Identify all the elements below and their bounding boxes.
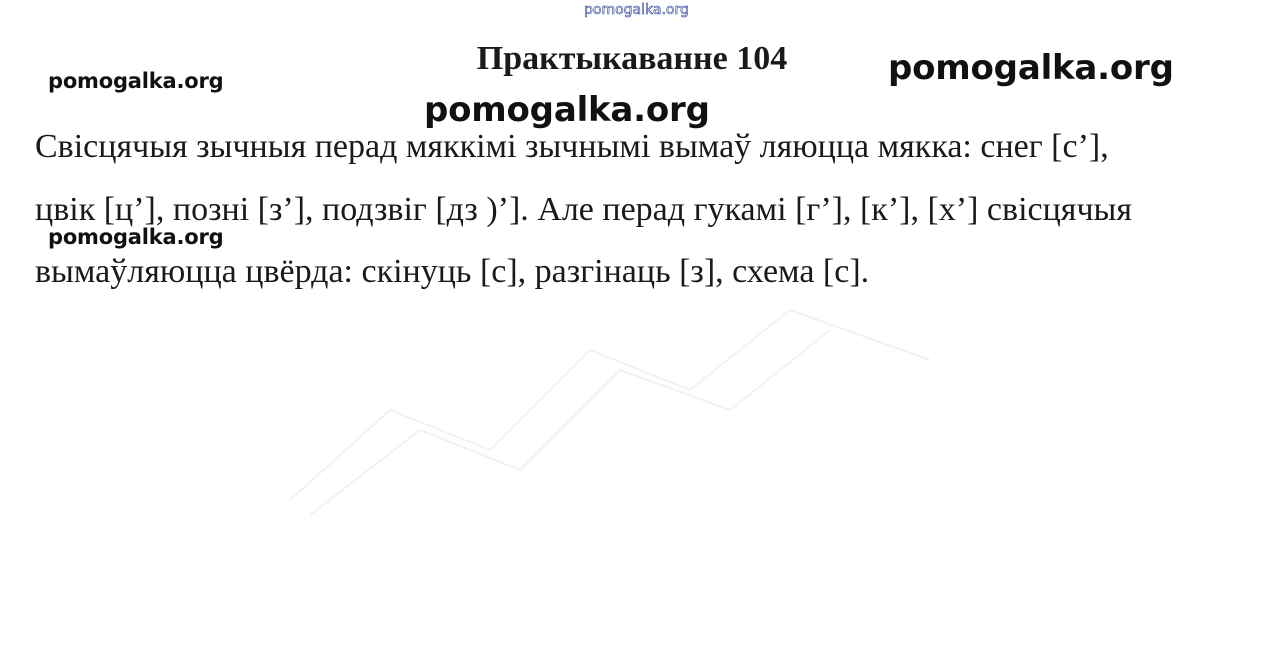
exercise-title: Практыкаванне 104 (476, 40, 788, 77)
watermark-top: pomogalka.org (584, 2, 689, 18)
body-line-1: Свісцячыя зычныя перад мяккімі зычнымі вымаў ляюцца мякка: снег [с’], (35, 128, 1109, 165)
watermark-center: pomogalka.org (424, 90, 710, 130)
faint-watermark-background (270, 290, 970, 520)
watermark-left-upper: pomogalka.org (48, 69, 224, 93)
body-line-3: вымаўляюцца цвёрда: скінуць [с], разгінаць [з], схема [с]. (35, 253, 870, 290)
watermark-right: pomogalka.org (888, 48, 1174, 88)
body-line-2: цвік [ц’], позні [з’], подзвіг [дз )’]. Але перад гукамі [г’], [к’], [х’] свісцячыя (35, 191, 1133, 228)
watermark-left-lower: pomogalka.org (48, 225, 224, 249)
